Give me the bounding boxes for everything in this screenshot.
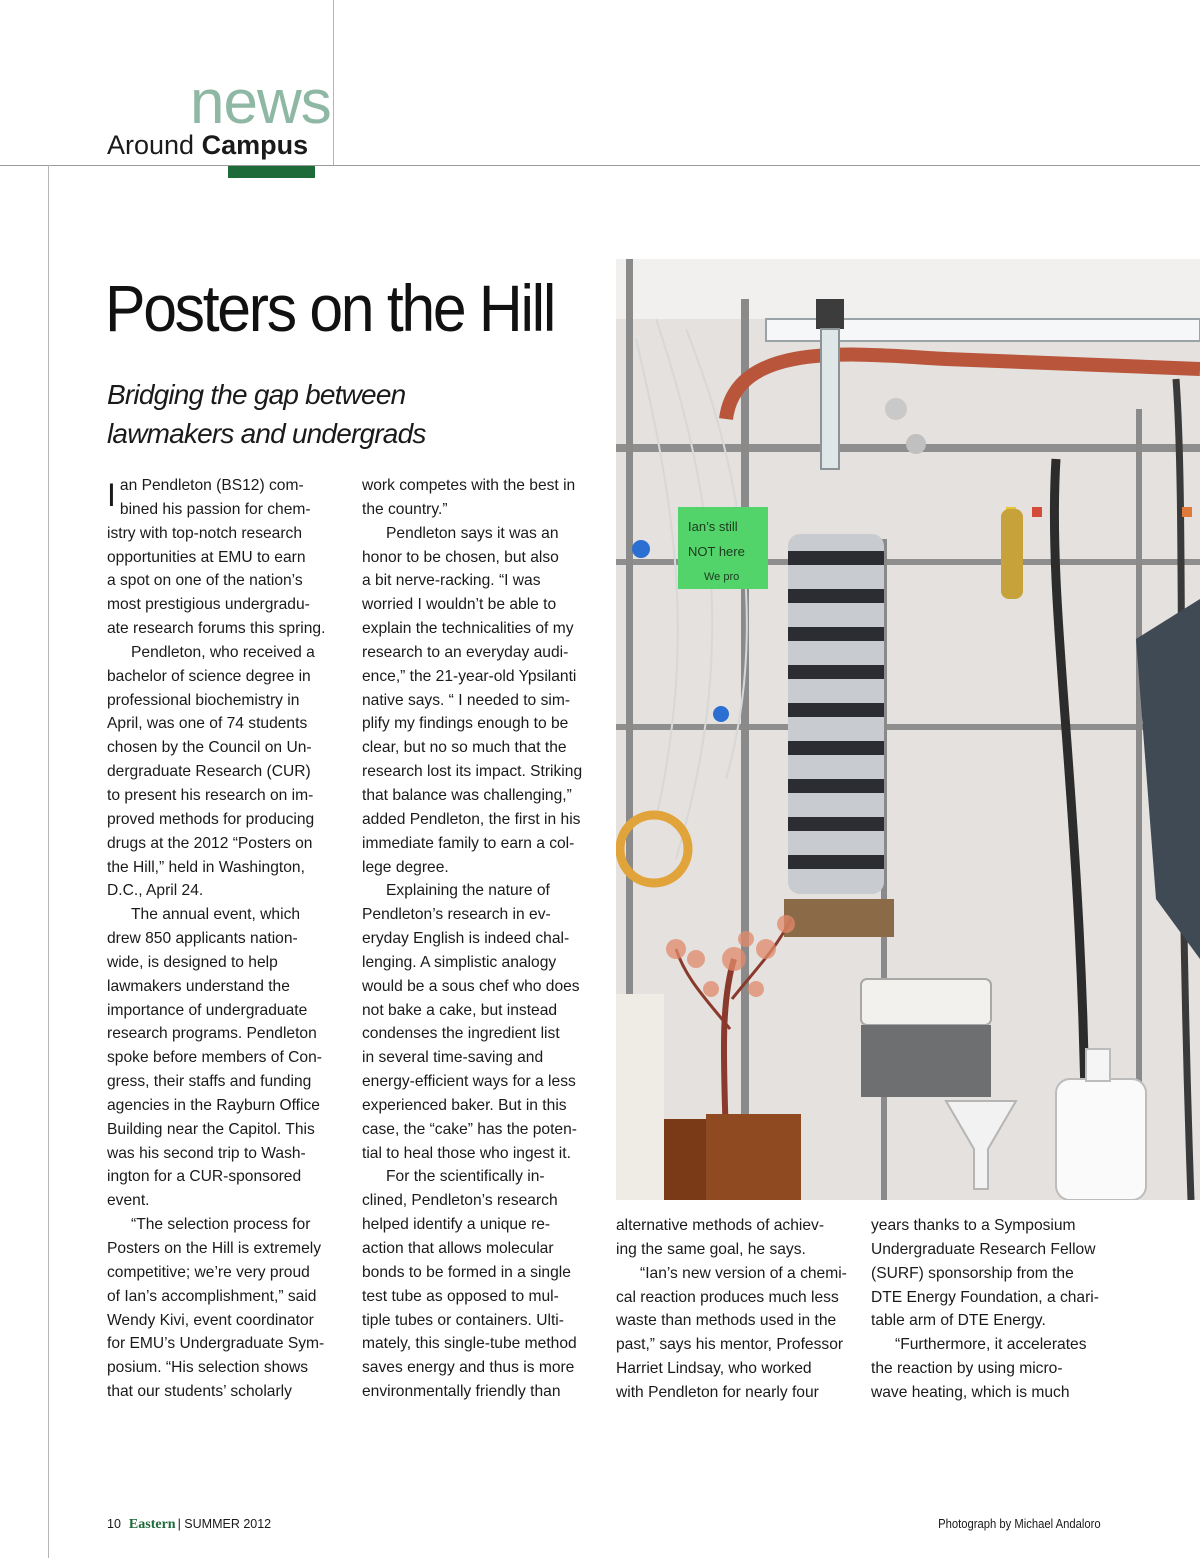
article-line <box>616 1214 844 1238</box>
article-line-text: added Pendleton, the first in his <box>362 810 581 828</box>
article-line-text: to present his research on im- <box>107 786 314 804</box>
article-line <box>107 474 335 498</box>
article-line-text: table arm of DTE Energy. <box>871 1312 1046 1330</box>
article-line <box>362 546 590 570</box>
article-column-1 <box>107 474 335 1404</box>
article-line <box>107 665 335 689</box>
article-line-text: D.C., April 24. <box>107 882 204 900</box>
article-line-text: April, was one of 74 students <box>107 715 308 733</box>
article-line-text: the Hill,” held in Washington, <box>107 858 305 876</box>
article-line-text: professional biochemistry in <box>107 691 300 709</box>
article-line-text: For the scientifically in- <box>386 1168 545 1186</box>
article-line <box>362 927 590 951</box>
article-line <box>107 617 335 641</box>
article-line-text: “The selection process for <box>131 1216 311 1234</box>
article-line-text: environmentally friendly than <box>362 1383 561 1401</box>
article-line-text: cal reaction produces much less <box>616 1288 839 1306</box>
article-line-text: would be a sous chef who does <box>362 977 580 995</box>
article-line <box>362 474 590 498</box>
article-line-text: work competes with the best in <box>362 477 576 494</box>
article-line-text: condenses the ingredient list <box>362 1025 560 1043</box>
article-line-text: alternative methods of achiev- <box>616 1217 825 1234</box>
section-accent-bar <box>228 166 315 178</box>
article-line <box>107 999 335 1023</box>
article-line <box>362 1165 590 1189</box>
article-line-text: ington for a CUR-sponsored <box>107 1168 302 1186</box>
article-line-text: ate research forums this spring. <box>107 620 326 638</box>
section-label <box>107 132 308 159</box>
article-line <box>362 856 590 880</box>
article-line <box>362 760 590 784</box>
article-line <box>107 1142 335 1166</box>
article-line-text: drew 850 applicants nation- <box>107 930 298 948</box>
article-line-text: Pendleton says it was an <box>386 524 559 542</box>
article-line-text: DTE Energy Foundation, a chari- <box>871 1288 1099 1306</box>
article-line <box>362 975 590 999</box>
article-line-text: lenging. A simplistic analogy <box>362 953 557 971</box>
article-line <box>362 784 590 808</box>
article-line <box>107 784 335 808</box>
drop-cap: I <box>107 477 116 513</box>
article-line-text: istry with top-notch research <box>107 524 302 542</box>
article-line <box>362 689 590 713</box>
section-label-around: Around <box>107 130 195 160</box>
article-line <box>107 951 335 975</box>
article-line <box>871 1333 1099 1357</box>
article-line-text: saves energy and thus is more <box>362 1359 575 1377</box>
article-line-text: posium. “His selection shows <box>107 1359 309 1377</box>
article-line <box>616 1309 844 1333</box>
article-line <box>362 999 590 1023</box>
article-line <box>362 498 590 522</box>
article-line <box>362 808 590 832</box>
article-line-text: years thanks to a Symposium <box>871 1217 1076 1234</box>
article-line <box>107 1046 335 1070</box>
article-line-text: energy-efficient ways for a less <box>362 1073 576 1091</box>
article-line <box>362 903 590 927</box>
article-line <box>107 1261 335 1285</box>
article-line-text: Building near the Capitol. This <box>107 1120 315 1138</box>
article-line <box>362 951 590 975</box>
article-line <box>871 1357 1099 1381</box>
article-line-text: Undergraduate Research Fellow <box>871 1240 1096 1258</box>
article-column-2 <box>362 474 590 1404</box>
article-line <box>107 903 335 927</box>
article-line <box>362 593 590 617</box>
article-line <box>362 1189 590 1213</box>
article-line <box>362 1309 590 1333</box>
lab-photograph <box>616 259 1200 1200</box>
article-line-text: (SURF) sponsorship from the <box>871 1264 1074 1282</box>
article-line-text: event. <box>107 1192 150 1210</box>
article-line-text: gress, their staffs and funding <box>107 1073 312 1091</box>
article-line-text: research programs. Pendleton <box>107 1025 317 1043</box>
article-line <box>107 1356 335 1380</box>
article-line-text: native says. “ I needed to sim- <box>362 691 571 709</box>
article-line-text: opportunities at EMU to earn <box>107 548 306 566</box>
article-line-text: mately, this single-tube method <box>362 1335 577 1353</box>
article-line-text: Wendy Kivi, event coordinator <box>107 1311 314 1329</box>
article-line-text: immediate family to earn a col- <box>362 834 575 852</box>
article-line-text: proved methods for producing <box>107 810 315 828</box>
article-line-text: wave heating, which is much <box>871 1383 1070 1401</box>
header-rule <box>0 165 1200 166</box>
article-line <box>362 712 590 736</box>
article-line-text: plify my findings enough to be <box>362 715 569 733</box>
note-line-1: Ian’s still <box>688 519 738 534</box>
article-title: Posters on the Hill <box>105 271 555 345</box>
article-line-text: drugs at the 2012 “Posters on <box>107 834 313 852</box>
article-line-text: chosen by the Council on Un- <box>107 739 312 757</box>
article-line-text: Posters on the Hill is extremely <box>107 1240 322 1257</box>
article-line-text: clear, but no so much that the <box>362 739 567 757</box>
article-line <box>871 1262 1099 1286</box>
article-line-text: was his second trip to Wash- <box>107 1144 306 1162</box>
photo-credit: Photograph by Michael Andaloro <box>938 1517 1101 1531</box>
article-line <box>362 1261 590 1285</box>
article-line-text: wide, is designed to help <box>107 953 278 971</box>
article-subtitle: Bridging the gap between lawmakers and undergrads <box>107 379 426 449</box>
article-line <box>362 1022 590 1046</box>
article-line <box>362 641 590 665</box>
page-number: 10 <box>107 1517 121 1531</box>
article-line-text: bachelor of science degree in <box>107 667 311 685</box>
article-line <box>107 1237 335 1261</box>
section-word-news: news <box>190 68 331 137</box>
article-line <box>107 569 335 593</box>
article-line <box>362 1046 590 1070</box>
article-line <box>362 1142 590 1166</box>
article-line <box>107 927 335 951</box>
article-line <box>871 1214 1099 1238</box>
article-line-text: bonds to be formed in a single <box>362 1263 571 1281</box>
article-line-text: ing the same goal, he says. <box>616 1240 806 1258</box>
article-line <box>362 1070 590 1094</box>
article-line-text: “Furthermore, it accelerates <box>895 1336 1087 1354</box>
article-line <box>107 712 335 736</box>
article-line <box>362 1094 590 1118</box>
article-line <box>871 1286 1099 1310</box>
article-line <box>107 1022 335 1046</box>
article-line <box>107 593 335 617</box>
margin-rule <box>48 165 49 1558</box>
article-line-text: tial to heal those who ingest it. <box>362 1144 571 1162</box>
article-line <box>107 689 335 713</box>
article-line-text: dergraduate Research (CUR) <box>107 763 311 781</box>
article-line <box>362 1118 590 1142</box>
article-line <box>107 879 335 903</box>
article-line-text: for EMU’s Undergraduate Sym- <box>107 1335 325 1353</box>
article-line <box>107 832 335 856</box>
note-line-2: NOT here <box>688 544 745 559</box>
article-line <box>107 546 335 570</box>
article-line-text: a spot on one of the nation’s <box>107 572 303 590</box>
article-line <box>107 856 335 880</box>
article-line-text: with Pendleton for nearly four <box>616 1383 819 1401</box>
article-line-text: importance of undergraduate <box>107 1001 308 1019</box>
article-column-4 <box>871 1214 1099 1405</box>
article-line-text: the country.” <box>362 500 448 518</box>
article-line <box>107 808 335 832</box>
article-line-text: honor to be chosen, but also <box>362 548 559 566</box>
article-line-text: ence,” the 21-year-old Ypsilanti <box>362 667 577 685</box>
article-line-text: action that allows molecular <box>362 1240 554 1257</box>
article-line-text: eryday English is indeed chal- <box>362 930 570 948</box>
article-line <box>362 617 590 641</box>
article-line <box>107 1332 335 1356</box>
article-line-text: explain the technicalities of my <box>362 620 574 638</box>
article-line <box>362 1285 590 1309</box>
article-line-text: research to an everyday audi- <box>362 643 569 661</box>
article-line-text: Explaining the nature of <box>386 882 550 900</box>
article-line <box>107 498 335 522</box>
article-line <box>616 1238 844 1262</box>
article-line <box>871 1309 1099 1333</box>
article-line <box>107 1285 335 1309</box>
article-line <box>616 1333 844 1357</box>
article-line-text: agencies in the Rayburn Office <box>107 1096 320 1114</box>
article-line <box>616 1357 844 1381</box>
article-line-text: helped identify a unique re- <box>362 1216 551 1234</box>
article-line <box>616 1381 844 1405</box>
article-line <box>107 1094 335 1118</box>
article-line <box>616 1286 844 1310</box>
article-line-text: that balance was challenging,” <box>362 786 572 804</box>
article-line <box>362 665 590 689</box>
article-line-text: case, the “cake” has the poten- <box>362 1120 577 1138</box>
article-line <box>107 522 335 546</box>
article-line-text: “Ian’s new version of a chemi- <box>640 1264 847 1282</box>
article-line-text: experienced baker. But in this <box>362 1096 567 1114</box>
article-line-text: Harriet Lindsay, who worked <box>616 1360 812 1378</box>
article-line-text: clined, Pendleton’s research <box>362 1192 558 1210</box>
issue-label: | SUMMER 2012 <box>177 1517 272 1531</box>
article-line-text: Pendleton, who received a <box>131 643 315 661</box>
article-line <box>107 1118 335 1142</box>
article-line-text: an Pendleton (BS12) com- <box>119 477 304 494</box>
article-line-text: research lost its impact. Striking <box>362 763 583 781</box>
article-line-text: a bit nerve-racking. “I was <box>362 572 541 590</box>
article-line-text: lawmakers understand the <box>107 977 290 995</box>
article-line-text: that our students’ scholarly <box>107 1383 292 1401</box>
article-line-text: past,” says his mentor, Professor <box>616 1336 844 1354</box>
header-divider-vertical <box>333 0 334 165</box>
article-line <box>362 1332 590 1356</box>
article-line-text: not bake a cake, but instead <box>362 1001 558 1019</box>
article-line-text: waste than methods used in the <box>616 1312 837 1330</box>
article-line-text: bined his passion for chem- <box>119 500 311 518</box>
magazine-name: Eastern <box>128 1517 176 1532</box>
article-line <box>362 736 590 760</box>
article-line <box>362 832 590 856</box>
article-line <box>107 1309 335 1333</box>
article-line <box>107 1070 335 1094</box>
article-line-text: spoke before members of Con- <box>107 1049 322 1067</box>
article-line <box>362 1380 590 1404</box>
article-line <box>616 1262 847 1286</box>
article-line <box>107 975 335 999</box>
article-line <box>107 760 335 784</box>
article-line <box>362 1237 590 1261</box>
article-line <box>107 1213 335 1237</box>
article-line-text: test tube as opposed to mul- <box>362 1287 559 1305</box>
article-line-text: of Ian’s accomplishment,” said <box>107 1287 317 1305</box>
article-line <box>871 1381 1099 1405</box>
article-line-text: most prestigious undergradu- <box>107 596 310 614</box>
article-line-text: tiple tubes or containers. Ulti- <box>362 1311 564 1329</box>
article-line-text: the reaction by using micro- <box>871 1360 1063 1378</box>
article-line <box>107 1189 335 1213</box>
article-line-text: worried I wouldn’t be able to <box>362 596 557 614</box>
article-line <box>362 1213 590 1237</box>
article-line-text: in several time-saving and <box>362 1049 544 1067</box>
article-line <box>107 736 335 760</box>
article-line-text: The annual event, which <box>131 906 301 924</box>
article-column-3 <box>616 1214 847 1405</box>
article-line <box>362 1356 590 1380</box>
article-line-text: lege degree. <box>362 858 449 876</box>
article-line <box>362 879 590 903</box>
article-line <box>107 641 335 665</box>
article-line <box>362 569 590 593</box>
page-folio <box>107 1517 271 1533</box>
article-line <box>362 522 590 546</box>
article-line <box>871 1238 1099 1262</box>
article-line <box>107 1165 335 1189</box>
article-line-text: competitive; we’re very proud <box>107 1263 310 1281</box>
article-line-text: Pendleton’s research in ev- <box>362 906 551 924</box>
section-label-campus: Campus <box>201 130 309 160</box>
note-line-3: We pro <box>704 571 740 583</box>
article-line <box>107 1380 335 1404</box>
